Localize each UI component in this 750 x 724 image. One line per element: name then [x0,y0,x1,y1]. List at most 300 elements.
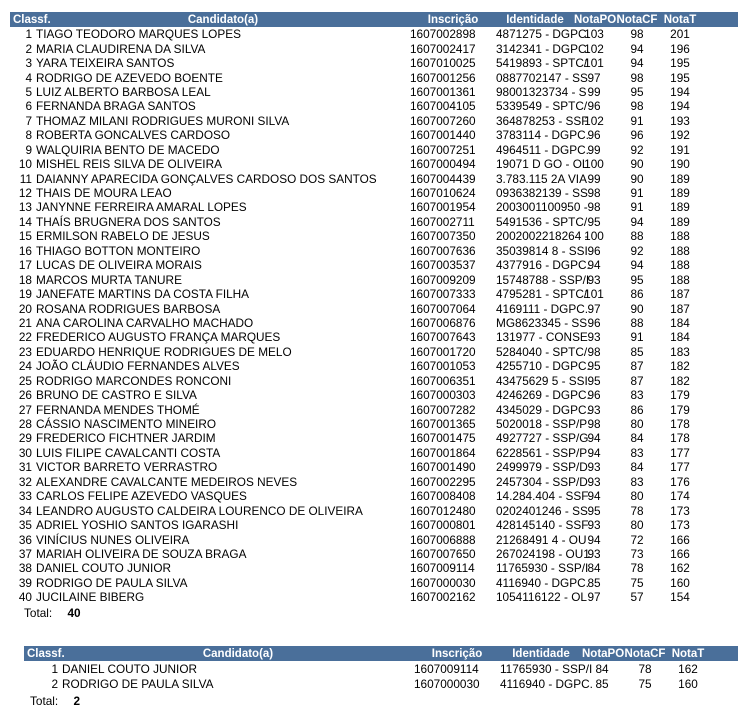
notacf-cell: 84 [630,431,644,446]
classf-cell: 4 [25,70,32,85]
header-notacf: NotaCF [616,13,658,26]
identidade-cell: 1054116122 - OL [496,590,587,605]
header-inscricao: Inscrição [431,647,483,660]
identidade-cell: 2003001100950 - [496,200,588,215]
table-row [10,215,738,229]
candidate-name-cell: MARCOS MURTA TANURE [36,272,182,287]
inscricao-cell: 1607000494 [410,157,476,172]
table-row [10,70,738,84]
classf-cell: 13 [18,200,32,215]
table-row [10,388,738,402]
classf-cell: 25 [18,373,32,388]
candidate-name-cell: ROBERTA GONCALVES CARDOSO [36,128,231,143]
candidate-name-cell: ADRIEL YOSHIO SANTOS IGARASHI [36,518,239,533]
identidade-cell: 5419893 - SPTC/ [496,56,588,71]
table-row [10,301,738,315]
notacf-cell: 95 [630,84,644,99]
classf-cell: 8 [25,128,32,143]
identidade-cell: 4795281 - SPTC/ [496,287,588,302]
notat-cell: 201 [670,27,690,42]
notacf-cell: 83 [630,388,644,403]
header-identidade: Identidade [512,647,570,660]
notat-cell: 179 [670,402,690,417]
notacf-cell: 57 [630,590,644,605]
table-row [10,99,738,113]
identidade-cell: 0936382139 - SS [496,186,588,201]
total-label: Total: [30,694,59,708]
identidade-cell: 2457304 - SSP/D [496,474,588,489]
classf-cell: 1 [51,661,58,676]
identidade-cell: 5284040 - SPTC/ [496,344,588,359]
candidate-name-cell: DANIEL COUTO JUNIOR [36,561,172,576]
classf-cell: 37 [18,546,32,561]
notapo-cell: 97 [587,590,601,605]
notapo-cell: 96 [587,315,601,330]
table-row [24,661,738,676]
classf-cell: 2 [51,676,58,691]
notacf-cell: 91 [630,186,644,201]
notacf-cell: 90 [630,157,644,172]
classf-cell: 32 [18,474,32,489]
identidade-cell: 4116940 - DGPC. [500,676,593,691]
notapo-cell: 99 [587,84,601,99]
candidate-name-cell: RODRIGO DE AZEVEDO BOENTE [36,70,223,85]
identidade-cell: 4345029 - DGPC. [496,402,590,417]
identidade-cell: 6228561 - SSP/P [496,445,588,460]
table-header [10,12,738,27]
notat-cell: 193 [670,113,690,128]
identidade-cell: 4255710 - DGPC. [496,359,590,374]
notacf-cell: 83 [630,445,644,460]
header-notacf: NotaCF [624,647,666,660]
notapo-cell: 98 [587,344,601,359]
table-row [10,114,738,128]
classf-cell: 35 [18,518,32,533]
candidate-name-cell: LUIS FILIPE CAVALCANTI COSTA [36,445,221,460]
notapo-cell: 93 [587,402,601,417]
classf-cell: 36 [18,532,32,547]
identidade-cell: 4116940 - DGPC. [496,575,589,590]
candidate-name-cell: FREDERICO FICHTNER JARDIM [36,431,216,446]
notacf-cell: 92 [630,142,644,157]
total-label: Total: [24,606,53,620]
notapo-cell: 103 [584,27,604,42]
inscricao-cell: 1607007643 [410,330,476,345]
inscricao-cell: 1607001361 [410,84,476,99]
notat-cell: 188 [670,258,690,273]
inscricao-cell: 1607002295 [410,474,476,489]
notapo-cell: 98 [587,200,601,215]
notapo-cell: 96 [587,388,601,403]
identidade-cell: 11765930 - SSP/I [500,661,593,676]
inscricao-cell: 1607000303 [410,388,476,403]
notapo-cell: 99 [587,171,601,186]
notat-cell: 189 [670,186,690,201]
notat-cell: 177 [670,445,690,460]
classf-cell: 14 [18,214,32,229]
identidade-cell: 98001323734 - S [496,84,587,99]
notat-cell: 154 [670,590,690,605]
notacf-cell: 78 [630,561,644,576]
table-row [10,532,738,546]
inscricao-cell: 1607002711 [410,214,475,229]
notacf-cell: 98 [630,99,644,114]
inscricao-cell: 1607002417 [410,41,476,56]
notat-cell: 162 [670,561,690,576]
notapo-cell: 94 [587,258,601,273]
notapo-cell: 101 [584,287,604,302]
notapo-cell: 84 [587,561,601,576]
notacf-cell: 73 [630,546,644,561]
identidade-cell: 35039814 8 - SSI [496,243,588,258]
header-classf: Classf. [27,647,65,660]
inscricao-cell: 1607008408 [410,489,476,504]
classf-cell: 24 [18,359,32,374]
notapo-cell: 94 [587,445,601,460]
candidate-name-cell: VINÍCIUS NUNES OLIVEIRA [36,532,190,547]
candidate-name-cell: JANEFATE MARTINS DA COSTA FILHA [36,287,250,302]
identidade-cell: 267024198 - OU1 [496,546,590,561]
classf-cell: 9 [25,142,32,157]
notat-cell: 160 [678,676,698,691]
notat-cell: 176 [670,474,690,489]
classf-cell: 28 [18,417,32,432]
table-row [10,330,738,344]
notapo-cell: 101 [584,56,604,71]
table-row [10,547,738,561]
header-notat: NotaT [663,13,697,26]
notacf-cell: 94 [630,56,644,71]
identidade-cell: 21268491 4 - OU [496,532,587,547]
header-inscricao: Inscrição [427,13,479,26]
table-row [10,431,738,445]
candidate-name-cell: LUIZ ALBERTO BARBOSA LEAL [36,84,211,99]
candidate-name-cell: THAÍS BRUGNERA DOS SANTOS [36,214,221,229]
table-row [10,374,738,388]
inscricao-cell: 1607000801 [410,518,476,533]
candidate-name-cell: RODRIGO MARCONDES RONCONI [36,373,232,388]
notacf-cell: 86 [630,287,644,302]
table-row [24,676,738,691]
candidate-name-cell: RODRIGO DE PAULA SILVA [36,575,188,590]
identidade-cell: 4169111 - DGPC. [496,301,589,316]
notacf-cell: 72 [630,532,644,547]
notacf-cell: 87 [630,359,644,374]
notacf-cell: 98 [630,70,644,85]
identidade-cell: 131977 - CONSE [496,330,588,345]
inscricao-cell: 1607009114 [410,561,475,576]
inscricao-cell: 1607007636 [410,243,476,258]
table-row [10,200,738,214]
identidade-cell: 4964511 - DGPC. [496,142,589,157]
identidade-cell: 43475629 5 - SSI [496,373,588,388]
header-classf: Classf. [13,13,51,26]
inscricao-cell: 1607006351 [410,373,476,388]
header-notapo: NotaPO [582,647,625,660]
inscricao-cell: 1607002162 [410,590,476,605]
inscricao-cell: 1607009114 [414,661,479,676]
notat-cell: 162 [678,661,698,676]
notacf-cell: 91 [630,330,644,345]
notat-cell: 189 [670,214,690,229]
candidate-name-cell: JOÃO CLÁUDIO FERNANDES ALVES [36,359,240,374]
classf-cell: 21 [18,315,32,330]
candidate-name-cell: ALEXANDRE CAVALCANTE MEDEIROS NEVES [36,474,298,489]
table-row [10,56,738,70]
classf-cell: 7 [25,113,32,128]
inscricao-cell: 1607009209 [410,272,476,287]
notapo-cell: 96 [587,128,601,143]
notat-cell: 160 [670,575,690,590]
candidate-name-cell: TIAGO TEODORO MARQUES LOPES [36,27,241,42]
notat-cell: 166 [670,532,690,547]
table-body [24,661,738,691]
notacf-cell: 78 [638,661,652,676]
table-row [10,287,738,301]
classf-cell: 39 [18,575,32,590]
inscricao-cell: 1607007282 [410,402,476,417]
table-row [10,417,738,431]
total-value: 2 [73,694,81,708]
notapo-cell: 94 [587,431,601,446]
inscricao-cell: 1607007260 [410,113,476,128]
notapo-cell: 98 [587,186,601,201]
classf-cell: 29 [18,431,32,446]
identidade-cell: 3783114 - DGPC. [496,128,589,143]
notat-cell: 189 [670,200,690,215]
classf-cell: 26 [18,388,32,403]
notat-cell: 188 [670,229,690,244]
inscricao-cell: 1607001053 [410,359,476,374]
table-row [10,475,738,489]
notacf-cell: 75 [630,575,644,590]
inscricao-cell: 1607004439 [410,171,476,186]
classf-cell: 15 [18,229,32,244]
inscricao-cell: 1607007350 [410,229,476,244]
header-candidato: Candidato(a) [187,13,259,26]
total-secondary [30,694,80,708]
total-value: 40 [67,606,81,620]
candidate-name-cell: CARLOS FELIPE AZEVEDO VASQUES [36,489,247,504]
notacf-cell: 95 [630,272,644,287]
identidade-cell: 5491536 - SPTC/ [496,214,588,229]
notat-cell: 182 [670,373,690,388]
candidate-name-cell: BRUNO DE CASTRO E SILVA [36,388,197,403]
classf-cell: 40 [18,590,32,605]
notat-cell: 173 [670,503,690,518]
notacf-cell: 91 [630,200,644,215]
inscricao-cell: 1607006876 [410,315,476,330]
identidade-cell: 19071 D GO - OL [496,157,589,172]
notapo-cell: 97 [587,301,601,316]
identidade-cell: 4927727 - SSP/G [496,431,589,446]
inscricao-cell: 1607012480 [410,503,476,518]
notapo-cell: 93 [587,272,601,287]
notacf-cell: 94 [630,258,644,273]
table-row [10,402,738,416]
notacf-cell: 96 [630,128,644,143]
classf-cell: 1 [25,27,32,42]
notat-cell: 177 [670,460,690,475]
notapo-cell: 102 [584,41,604,56]
candidate-name-cell: WALQUIRIA BENTO DE MACEDO [36,142,220,157]
notacf-cell: 92 [630,243,644,258]
notat-cell: 173 [670,518,690,533]
classf-cell: 18 [18,272,32,287]
candidate-name-cell: ROSANA RODRIGUES BARBOSA [36,301,221,316]
identidade-cell: 14.284.404 - SSF [496,489,589,504]
notapo-cell: 94 [587,532,601,547]
notat-cell: 184 [670,315,690,330]
notat-cell: 195 [670,70,690,85]
notapo-cell: 95 [587,373,601,388]
classf-cell: 27 [18,402,32,417]
notat-cell: 178 [670,417,690,432]
identidade-cell: 2002002218264 - [496,229,589,244]
header-identidade: Identidade [506,13,564,26]
classf-cell: 30 [18,445,32,460]
identidade-cell: 11765930 - SSP/I [496,561,589,576]
inscricao-cell: 1607001954 [410,200,476,215]
notat-cell: 188 [670,272,690,287]
candidate-name-cell: FERNANDA MENDES THOMÉ [36,402,200,417]
inscricao-cell: 1607007064 [410,301,476,316]
candidate-name-cell: VICTOR BARRETO VERRASTRO [36,460,218,475]
candidate-name-cell: THIAGO BOTTON MONTEIRO [36,243,201,258]
candidate-name-cell: YARA TEIXEIRA SANTOS [36,56,175,71]
classf-cell: 34 [18,503,32,518]
notapo-cell: 94 [587,489,601,504]
classf-cell: 20 [18,301,32,316]
candidate-name-cell: THAIS DE MOURA LEAO [36,186,172,201]
identidade-cell: 3142341 - DGPC. [496,41,590,56]
classf-cell: 5 [25,84,32,99]
notapo-cell: 102 [584,113,604,128]
notacf-cell: 94 [630,41,644,56]
notapo-cell: 85 [595,676,609,691]
table-row [10,590,738,604]
identidade-cell: MG8623345 - SS [496,315,588,330]
results-table-secondary [24,646,738,691]
notapo-cell: 85 [587,575,601,590]
notapo-cell: 100 [584,157,604,172]
inscricao-cell: 1607001475 [410,431,476,446]
table-header [24,646,738,661]
notapo-cell: 97 [587,70,601,85]
notacf-cell: 88 [630,315,644,330]
notat-cell: 182 [670,359,690,374]
classf-cell: 16 [18,243,32,258]
identidade-cell: 2499979 - SSP/D [496,460,588,475]
classf-cell: 2 [25,41,32,56]
inscricao-cell: 1607002898 [410,27,476,42]
candidate-name-cell: EDUARDO HENRIQUE RODRIGUES DE MELO [36,344,292,359]
candidate-name-cell: ANA CAROLINA CARVALHO MACHADO [36,315,254,330]
table-row [10,345,738,359]
notacf-cell: 98 [630,27,644,42]
candidate-name-cell: JUCILAINE BIBERG [36,590,145,605]
table-row [10,316,738,330]
notapo-cell: 95 [587,214,601,229]
inscricao-cell: 1607000030 [414,676,480,691]
notat-cell: 183 [670,344,690,359]
candidate-name-cell: THOMAZ MILANI RODRIGUES MURONI SILVA [36,113,290,128]
notacf-cell: 80 [630,489,644,504]
notacf-cell: 86 [630,402,644,417]
table-row [10,576,738,590]
table-row [10,359,738,373]
notat-cell: 194 [670,99,690,114]
header-notat: NotaT [671,647,705,660]
notacf-cell: 75 [638,676,652,691]
identidade-cell: 15748788 - SSP/I [496,272,590,287]
table-row [10,157,738,171]
notacf-cell: 94 [630,214,644,229]
notacf-cell: 85 [630,344,644,359]
classf-cell: 11 [19,171,32,186]
inscricao-cell: 1607007333 [410,287,476,302]
notacf-cell: 80 [630,518,644,533]
notacf-cell: 83 [630,474,644,489]
notacf-cell: 84 [630,460,644,475]
classf-cell: 38 [18,561,32,576]
notacf-cell: 80 [630,417,644,432]
inscricao-cell: 1607007650 [410,546,476,561]
identidade-cell: 0202401246 - SS [496,503,588,518]
identidade-cell: 4871275 - DGPC. [496,27,590,42]
notat-cell: 188 [670,243,690,258]
inscricao-cell: 1607003537 [410,258,476,273]
notacf-cell: 90 [630,171,644,186]
inscricao-cell: 1607001864 [410,445,476,460]
table-row [10,244,738,258]
classf-cell: 23 [18,344,32,359]
classf-cell: 22 [18,330,32,345]
notat-cell: 192 [670,128,690,143]
table-row [10,186,738,200]
notapo-cell: 98 [587,417,601,432]
notapo-cell: 84 [595,661,609,676]
notapo-cell: 96 [587,243,601,258]
candidate-name-cell: FREDERICO AUGUSTO FRANÇA MARQUES [36,330,281,345]
candidate-name-cell: FERNANDA BRAGA SANTOS [36,99,196,114]
table-row [10,446,738,460]
table-row [10,518,738,532]
candidate-name-cell: RODRIGO DE PAULA SILVA [62,676,214,691]
table-row [10,229,738,243]
identidade-cell: 5339549 - SPTC/ [496,99,588,114]
table-row [10,171,738,185]
candidate-name-cell: MARIAH OLIVEIRA DE SOUZA BRAGA [36,546,247,561]
notat-cell: 191 [670,142,690,157]
notat-cell: 187 [670,301,690,316]
classf-cell: 12 [18,186,32,201]
inscricao-cell: 1607001720 [410,344,476,359]
notacf-cell: 88 [630,229,644,244]
table-row [10,460,738,474]
candidate-name-cell: MISHEL REIS SILVA DE OLIVEIRA [36,157,222,172]
classf-cell: 17 [18,258,32,273]
classf-cell: 33 [18,489,32,504]
table-row [10,561,738,575]
classf-cell: 19 [18,287,32,302]
identidade-cell: 0887702147 - SS [496,70,588,85]
notat-cell: 179 [670,388,690,403]
inscricao-cell: 1607001490 [410,460,476,475]
table-body [10,27,738,605]
notat-cell: 174 [670,489,690,504]
candidate-name-cell: ERMILSON RABELO DE JESUS [36,229,210,244]
